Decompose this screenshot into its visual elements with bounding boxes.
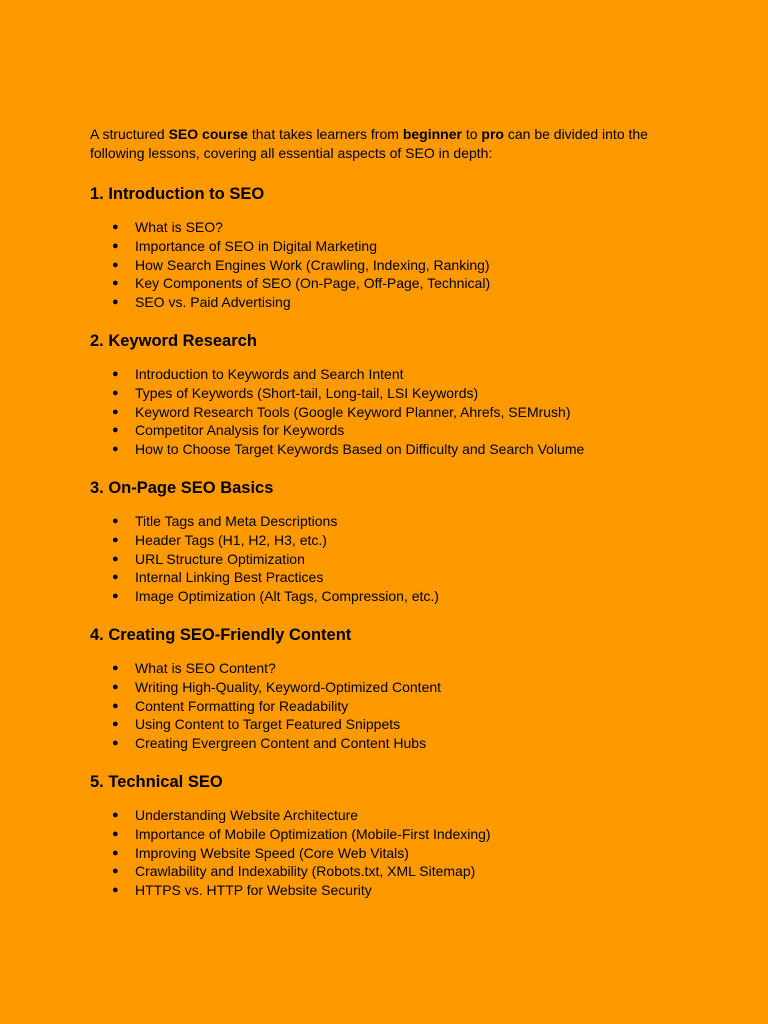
section-creating-seo-friendly-content [90, 624, 690, 753]
intro-text: that takes learners from [247, 126, 403, 142]
list-item [90, 365, 690, 384]
bullet-icon: ● [112, 661, 119, 674]
lesson-list [90, 512, 690, 606]
list-item-text: Title Tags and Meta Descriptions [135, 512, 338, 529]
lesson-list [90, 659, 690, 753]
intro-bold-seo-course: SEO course [168, 126, 248, 142]
list-item [90, 734, 690, 753]
bullet-icon: ● [112, 443, 119, 456]
intro-text: can be divided into the following lessons, covering all essential aspects of SEO in depth: [90, 126, 648, 161]
section-technical-seo [90, 771, 690, 900]
bullet-icon: ● [112, 552, 119, 565]
section-heading: 5. Technical SEO [90, 772, 223, 791]
lesson-list [90, 365, 690, 459]
bullet-icon: ● [112, 718, 119, 731]
list-item-text: Improving Website Speed (Core Web Vitals) [135, 844, 409, 861]
bullet-icon: ● [112, 846, 119, 859]
list-item-text: SEO vs. Paid Advertising [135, 294, 291, 311]
list-item [90, 384, 690, 403]
bullet-icon: ● [112, 680, 119, 693]
bullet-icon: ● [112, 827, 119, 840]
document-content [90, 125, 690, 900]
list-item [90, 862, 690, 881]
list-item [90, 512, 690, 531]
section-on-page-seo-basics [90, 477, 690, 606]
list-item [90, 440, 690, 459]
bullet-icon: ● [112, 699, 119, 712]
bullet-icon: ● [112, 405, 119, 418]
bullet-icon: ● [112, 865, 119, 878]
intro-bold-pro: pro [481, 126, 504, 142]
list-item-text: Crawlability and Indexability (Robots.txt, XML Sitemap) [135, 863, 476, 880]
list-item [90, 678, 690, 697]
lesson-list [90, 218, 690, 312]
list-item [90, 531, 690, 550]
list-item-text: Using Content to Target Featured Snippets [135, 716, 401, 733]
lesson-list [90, 806, 690, 900]
list-item-text: Image Optimization (Alt Tags, Compression, etc.) [135, 588, 439, 605]
list-item-text: Writing High-Quality, Keyword-Optimized Content [135, 678, 442, 695]
list-item-text: Keyword Research Tools (Google Keyword Planner, Ahrefs, SEMrush) [135, 403, 571, 420]
bullet-icon: ● [112, 884, 119, 897]
list-item-text: Content Formatting for Readability [135, 697, 349, 714]
section-keyword-research [90, 330, 690, 459]
bullet-icon: ● [112, 221, 119, 233]
section-introduction-to-seo [90, 183, 690, 312]
bullet-icon: ● [112, 386, 119, 399]
section-heading: 1. Introduction to SEO [90, 185, 265, 203]
bullet-icon: ● [112, 258, 119, 271]
list-item-text: Importance of SEO in Digital Marketing [135, 237, 377, 254]
list-item [90, 256, 690, 275]
section-heading: 3. On-Page SEO Basics [90, 478, 274, 497]
list-item [90, 844, 690, 863]
bullet-icon: ● [112, 296, 119, 309]
list-item [90, 403, 690, 422]
intro-bold-beginner: beginner [402, 126, 462, 142]
list-item-text: Introduction to Keywords and Search Intent [135, 365, 404, 382]
list-item-text: URL Structure Optimization [135, 550, 305, 567]
bullet-icon: ● [112, 737, 119, 750]
intro-text: to [461, 126, 482, 142]
bullet-icon: ● [112, 424, 119, 437]
list-item [90, 568, 690, 587]
list-item-text: Competitor Analysis for Keywords [135, 422, 345, 439]
bullet-icon: ● [112, 571, 119, 584]
list-item-text: Internal Linking Best Practices [135, 569, 324, 586]
section-heading: 2. Keyword Research [90, 331, 257, 350]
list-item-text: How to Choose Target Keywords Based on Difficulty and Search Volume [135, 441, 585, 458]
list-item [90, 881, 690, 900]
bullet-icon: ● [112, 277, 119, 290]
list-item [90, 825, 690, 844]
list-item-text: Key Components of SEO (On-Page, Off-Page, Technical) [135, 275, 491, 292]
list-item-text: Importance of Mobile Optimization (Mobile-First Indexing) [135, 825, 491, 842]
list-item [90, 218, 690, 237]
list-item [90, 550, 690, 569]
list-item [90, 659, 690, 678]
list-item [90, 237, 690, 256]
list-item-text: Creating Evergreen Content and Content Hubs [135, 735, 427, 752]
list-item [90, 587, 690, 606]
bullet-icon: ● [112, 367, 119, 380]
list-item [90, 274, 690, 293]
bullet-icon: ● [112, 514, 119, 527]
list-item-text: Understanding Website Architecture [135, 806, 359, 823]
bullet-icon: ● [112, 808, 119, 821]
list-item [90, 697, 690, 716]
list-item-text: How Search Engines Work (Crawling, Indexing, Ranking) [135, 256, 490, 273]
list-item [90, 715, 690, 734]
intro-text: A structured [90, 126, 169, 142]
list-item-text: Header Tags (H1, H2, H3, etc.) [135, 531, 327, 548]
list-item [90, 806, 690, 825]
list-item-text: What is SEO Content? [135, 659, 276, 676]
list-item-text: HTTPS vs. HTTP for Website Security [135, 882, 372, 899]
bullet-icon: ● [112, 533, 119, 546]
list-item-text: Types of Keywords (Short-tail, Long-tail, LSI Keywords) [135, 384, 479, 401]
section-heading: 4. Creating SEO-Friendly Content [90, 625, 352, 644]
bullet-icon: ● [112, 590, 119, 603]
bullet-icon: ● [112, 239, 119, 252]
list-item [90, 293, 690, 312]
list-item [90, 421, 690, 440]
list-item-text: What is SEO? [135, 219, 223, 235]
intro-paragraph [90, 125, 690, 163]
